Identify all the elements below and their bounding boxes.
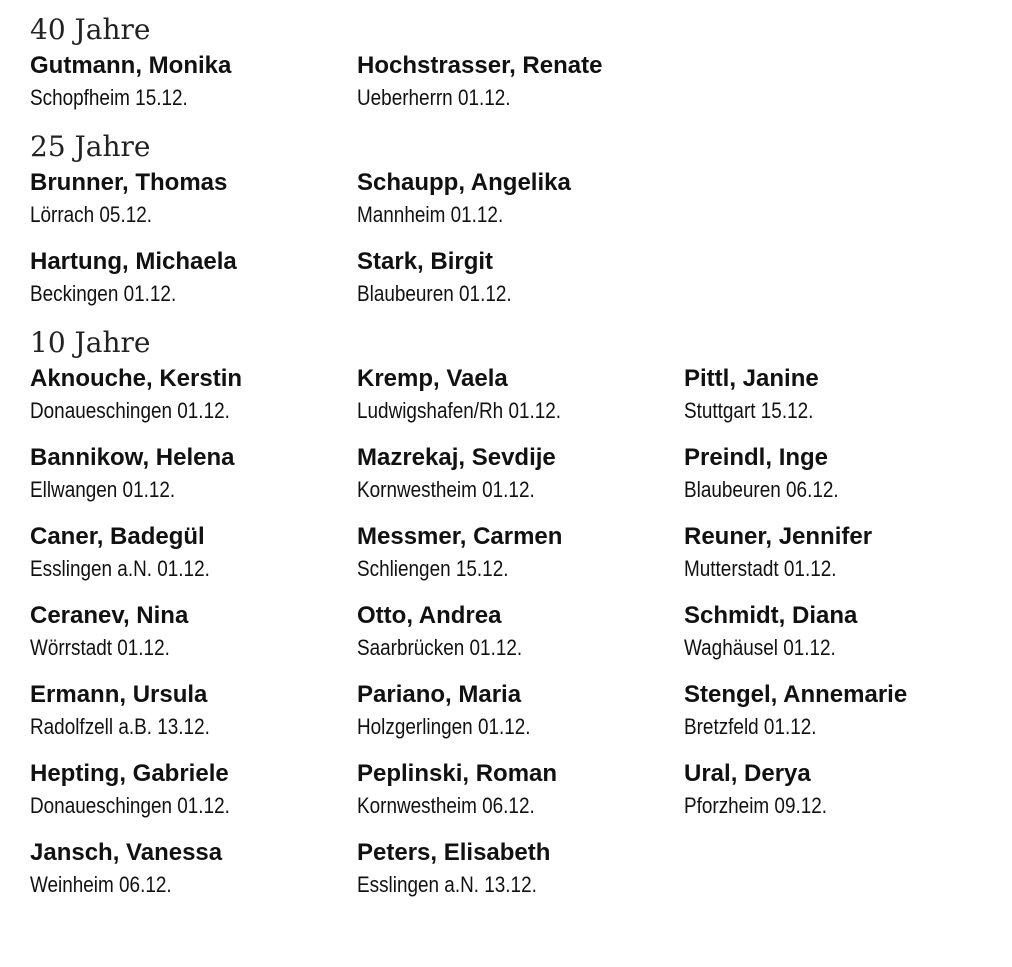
- section-heading: 10 Jahre: [30, 326, 151, 359]
- entry-name: Schmidt, Diana: [684, 602, 858, 629]
- entry: [357, 50, 684, 115]
- section-40-jahre: [30, 12, 1000, 115]
- entry-name: Otto, Andrea: [357, 602, 502, 629]
- entry: [30, 167, 357, 232]
- entry-location-date: Bretzfeld 01.12.: [684, 714, 817, 739]
- entry-location-date: Lörrach 05.12.: [30, 202, 153, 227]
- entry-name: Reuner, Jennifer: [684, 523, 873, 550]
- entries-grid: [30, 50, 1000, 115]
- entry-location-date: Kornwestheim 06.12.: [357, 793, 535, 818]
- entry-location-date: Beckingen 01.12.: [30, 281, 177, 306]
- entry: [357, 442, 684, 507]
- entry: [357, 521, 684, 586]
- entry: [30, 758, 357, 823]
- entry-name: Mazrekaj, Sevdije: [357, 444, 556, 471]
- entry-location-date: Saarbrücken 01.12.: [357, 635, 523, 660]
- entry: [30, 600, 357, 665]
- entry: [684, 363, 1000, 428]
- entry: [357, 167, 684, 232]
- entry-name: Stengel, Annemarie: [684, 681, 908, 708]
- entry: [684, 521, 1000, 586]
- entry: [357, 837, 684, 902]
- entry-name: Ural, Derya: [684, 760, 811, 787]
- entry-name: Peters, Elisabeth: [357, 839, 551, 866]
- entry-name: Schaupp, Angelika: [357, 169, 571, 196]
- entry: [30, 50, 357, 115]
- entry-name: Brunner, Thomas: [30, 169, 228, 196]
- entry-location-date: Schliengen 15.12.: [357, 556, 509, 581]
- entry-name: Pittl, Janine: [684, 365, 819, 392]
- entry: [684, 679, 1000, 744]
- entry-location-date: Pforzheim 09.12.: [684, 793, 828, 818]
- entry-name: Peplinski, Roman: [357, 760, 558, 787]
- entry-name: Aknouche, Kerstin: [30, 365, 243, 392]
- entry-name: Kremp, Vaela: [357, 365, 508, 392]
- entry: [684, 600, 1000, 665]
- entry-location-date: Radolfzell a.B. 13.12.: [30, 714, 210, 739]
- entry: [30, 442, 357, 507]
- entry: [357, 758, 684, 823]
- entry: [357, 679, 684, 744]
- entry-name: Hartung, Michaela: [30, 248, 237, 275]
- entry-location-date: Stuttgart 15.12.: [684, 398, 814, 423]
- entry-name: Hepting, Gabriele: [30, 760, 229, 787]
- entry-location-date: Kornwestheim 01.12.: [357, 477, 535, 502]
- entry-location-date: Esslingen a.N. 01.12.: [30, 556, 210, 581]
- entry-name: Preindl, Inge: [684, 444, 829, 471]
- section-heading: 25 Jahre: [30, 130, 151, 163]
- entry-location-date: Ellwangen 01.12.: [30, 477, 176, 502]
- entry-location-date: Weinheim 06.12.: [30, 872, 172, 897]
- entry-name: Gutmann, Monika: [30, 52, 232, 79]
- entry-location-date: Wörrstadt 01.12.: [30, 635, 170, 660]
- entry: [30, 246, 357, 311]
- entries-grid: [30, 167, 1000, 311]
- entry: [357, 363, 684, 428]
- entry-location-date: Holzgerlingen 01.12.: [357, 714, 531, 739]
- entry-location-date: Ludwigshafen/Rh 01.12.: [357, 398, 562, 423]
- entry-name: Hochstrasser, Renate: [357, 52, 603, 79]
- entry: [357, 246, 684, 311]
- entry-location-date: Waghäusel 01.12.: [684, 635, 836, 660]
- anniversary-list-page: [30, 12, 1000, 916]
- section-10-jahre: [30, 325, 1000, 902]
- section-heading: 40 Jahre: [30, 13, 151, 46]
- entry-location-date: Donaueschingen 01.12.: [30, 793, 230, 818]
- entry-location-date: Mutterstadt 01.12.: [684, 556, 837, 581]
- section-25-jahre: [30, 129, 1000, 311]
- entry: [30, 521, 357, 586]
- entries-grid: [30, 363, 1000, 902]
- entry-name: Caner, Badegül: [30, 523, 205, 550]
- entry: [30, 679, 357, 744]
- entry-location-date: Blaubeuren 06.12.: [684, 477, 839, 502]
- entry: [684, 442, 1000, 507]
- entry-name: Ermann, Ursula: [30, 681, 208, 708]
- entry: [357, 600, 684, 665]
- entry-name: Ceranev, Nina: [30, 602, 189, 629]
- entry-location-date: Schopfheim 15.12.: [30, 85, 188, 110]
- entry-location-date: Ueberherrn 01.12.: [357, 85, 511, 110]
- entry-name: Pariano, Maria: [357, 681, 522, 708]
- entry-location-date: Donaueschingen 01.12.: [30, 398, 230, 423]
- entry-name: Bannikow, Helena: [30, 444, 235, 471]
- entry-name: Messmer, Carmen: [357, 523, 563, 550]
- entry: [30, 363, 357, 428]
- entry-location-date: Blaubeuren 01.12.: [357, 281, 512, 306]
- entry-name: Jansch, Vanessa: [30, 839, 223, 866]
- entry-name: Stark, Birgit: [357, 248, 494, 275]
- entry: [30, 837, 357, 902]
- entry-location-date: Esslingen a.N. 13.12.: [357, 872, 537, 897]
- entry-location-date: Mannheim 01.12.: [357, 202, 504, 227]
- entry: [684, 758, 1000, 823]
